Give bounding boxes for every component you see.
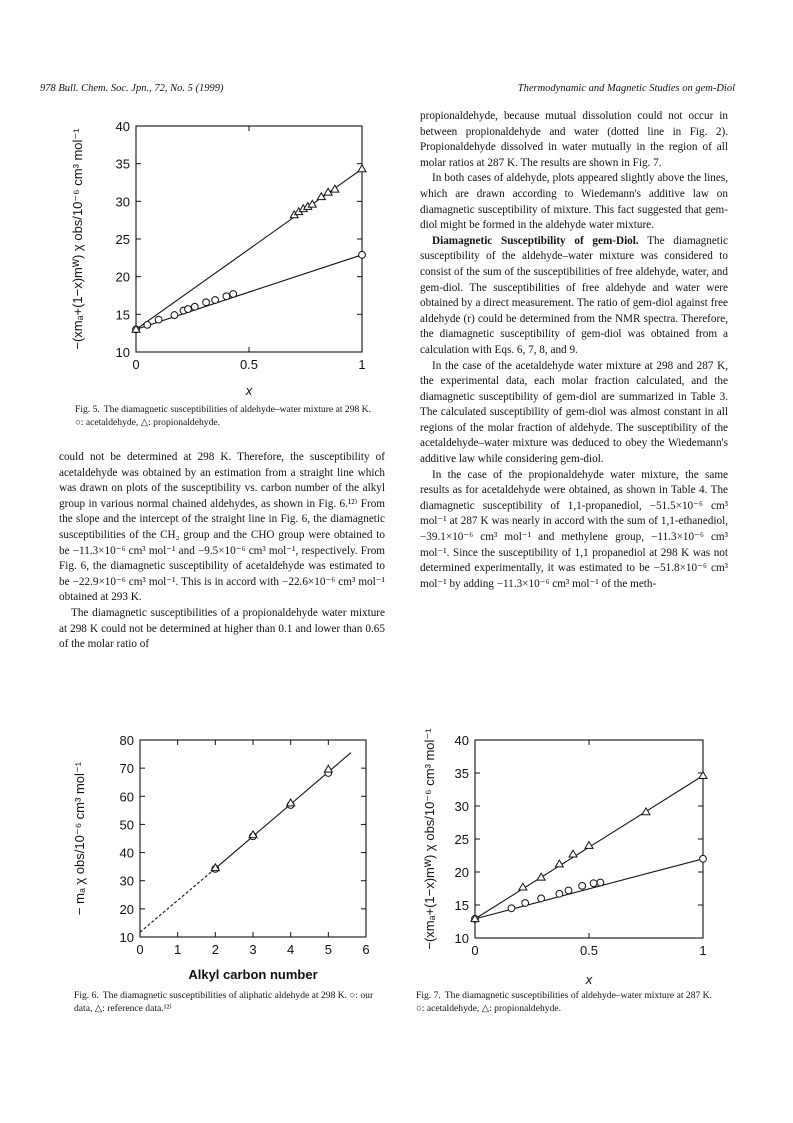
fig7-point-circle xyxy=(565,887,572,894)
fig6-caption-text: The diamagnetic susceptibilities of aliphatic aldehyde at 298 K. ○: our data, △: reference data.¹²⁾ xyxy=(74,990,374,1014)
fig7-point-circle xyxy=(700,855,707,862)
right-column-text xyxy=(420,109,728,592)
fig6-ytick-label: 40 xyxy=(119,845,134,861)
fig6-xtick-label: 0 xyxy=(136,942,144,957)
fig7-point-triangle xyxy=(569,850,577,857)
fig7-ytick-label: 15 xyxy=(454,898,469,913)
fig6-ylabel: − mₐ χ obs/10⁻⁶ cm³ mol⁻¹ xyxy=(72,761,87,916)
fig6-ytick-label: 30 xyxy=(119,873,134,889)
fig6-ytick-label: 10 xyxy=(119,930,134,945)
fig5-point-circle xyxy=(223,293,230,300)
fig7-ytick-label: 40 xyxy=(454,733,469,748)
header-journal: 978 Bull. Chem. Soc. Jpn., 72, No. 5 (1999) xyxy=(40,83,224,94)
fig6-ytick-label: 20 xyxy=(119,901,134,917)
fig5-ylabel: −(xmₐ+(1−x)mᵂ) χ obs/10⁻⁶ cm³ mol⁻¹ xyxy=(70,128,85,350)
fig5-ytick-label: 25 xyxy=(115,232,130,247)
fig7-xlabel: x xyxy=(585,972,593,987)
figure-7-chart xyxy=(418,727,738,992)
fig7-point-circle xyxy=(538,895,545,902)
fig5-point-circle xyxy=(155,316,162,323)
fig5-ytick-label: 10 xyxy=(115,345,130,360)
fig6-fit-line xyxy=(140,872,212,933)
right-paragraph-1: propionaldehyde, because mutual dissolution could not occur in between propionaldehyde and water (dotted line in Fig. 2). Propionaldehyde dissolved in water mutually in the region of all molar ratios at 287 K. The results are shown in Fig. 7. xyxy=(420,110,728,169)
fig5-point-triangle xyxy=(358,165,366,172)
fig7-point-circle xyxy=(508,905,515,912)
fig6-xtick-label: 2 xyxy=(211,942,219,957)
fig6-xtick-label: 6 xyxy=(362,942,370,957)
figure-6-caption xyxy=(74,990,384,1015)
header-title: Thermodynamic and Magnetic Studies on gem-Diol xyxy=(517,83,735,94)
fig5-xtick-label: 0.5 xyxy=(239,357,259,372)
right-paragraph-3 xyxy=(420,234,728,359)
fig6-point-triangle xyxy=(324,765,332,772)
fig5-point-circle xyxy=(230,291,237,298)
fig5-ytick-label: 15 xyxy=(115,307,130,323)
right-paragraph-2: In both cases of aldehyde, plots appeared slightly above the lines, which are drawn according to Wiedemann's additive law on diamagnetic susceptibility of mixture. This fact suggested that gem-diol might be formed in the aldehyde water mixture. xyxy=(420,172,728,232)
fig7-point-circle xyxy=(579,882,586,889)
fig7-point-circle xyxy=(522,900,529,907)
fig6-ytick-label: 70 xyxy=(119,761,134,777)
fig6-xtick-label: 4 xyxy=(287,942,295,957)
fig5-plot-area xyxy=(70,119,366,398)
fig6-ytick-label: 60 xyxy=(119,789,134,805)
fig7-ylabel: −(xmₐ+(1−x)mᵂ) χ obs/10⁻⁶ cm³ mol⁻¹ xyxy=(422,728,437,950)
fig7-xtick-label: 0.5 xyxy=(579,943,599,958)
fig7-caption-text: The diamagnetic susceptibilities of aldehyde–water mixture at 287 K. ○: acetaldehyde, △: propionaldehyde. xyxy=(416,990,713,1014)
figure-5-chart xyxy=(60,100,390,405)
fig5-point-circle xyxy=(144,321,151,328)
fig7-plot-area xyxy=(422,728,707,987)
fig5-point-triangle xyxy=(308,200,316,207)
fig5-fit-line xyxy=(136,255,362,330)
right-paragraph-3-body: The diamagnetic susceptibility of the aldehyde–water mixture was considered to consist of the sum of the susceptibilities of free aldehyde, water, and gem-diol. The susceptibilities of free aldehyde and water were obtained by a direct measurement. The ratio of gem-diol against free aldehyde (r) could be determined from the NMR spectra. Therefore, the diamagnetic susceptibility of gem-diol was obtained from a calculation with Eqs. 6, 7, 8, and 9. xyxy=(420,234,728,356)
fig5-point-circle xyxy=(203,299,210,306)
left-paragraph-1: could not be determined at 298 K. Therefore, the susceptibility of acetaldehyde was obtained by an estimation from a straight line which was drawn on plots of the susceptibility vs. carbon number of the alkyl group in various normal chained aldehydes, as shown in Fig. 6.¹²⁾ From the slope and the intercept of the straight line in Fig. 6, the diamagnetic susceptibilities of the CH₂ group and the CHO group were obtained to be −11.3×10⁻⁶ cm³ mol⁻¹ and −9.5×10⁻⁶ cm³ mol⁻¹, respectively. From Fig. 6, the diamagnetic susceptibility of acetaldehyde was estimated to be −22.9×10⁻⁶ cm³ mol⁻¹. This is in accord with −22.6×10⁻⁶ cm³ mol⁻¹ obtained at 293 K. xyxy=(59,451,385,604)
fig5-point-circle xyxy=(191,303,198,310)
fig5-xtick-label: 1 xyxy=(358,357,366,372)
fig7-ytick-label: 20 xyxy=(454,865,469,880)
fig5-point-circle xyxy=(359,251,366,258)
figure-6-chart xyxy=(60,727,390,987)
fig5-xlabel: x xyxy=(245,383,253,398)
section-heading-gem-diol: Diamagnetic Susceptibility of gem-Diol. xyxy=(432,234,639,247)
fig6-xlabel: Alkyl carbon number xyxy=(188,967,318,982)
figure-7-caption xyxy=(416,990,716,1015)
fig7-ytick-label: 35 xyxy=(454,766,469,781)
fig6-caption-number: Fig. 6. xyxy=(74,990,99,1001)
figure-5-caption xyxy=(75,404,375,429)
fig6-ytick-label: 80 xyxy=(119,733,134,748)
fig6-xtick-label: 3 xyxy=(249,942,257,957)
fig5-ytick-label: 40 xyxy=(115,119,130,134)
fig6-plot-area xyxy=(72,733,370,982)
fig7-ytick-label: 30 xyxy=(454,799,469,814)
fig5-ytick-label: 30 xyxy=(115,194,130,210)
fig5-caption-text: The diamagnetic susceptibilities of aldehyde–water mixture at 298 K. ○: acetaldehyde, △: propionaldehyde. xyxy=(75,404,372,428)
fig6-ytick-label: 50 xyxy=(119,817,134,833)
fig7-caption-number: Fig. 7. xyxy=(416,990,441,1001)
fig5-point-circle xyxy=(185,306,192,313)
fig7-point-circle xyxy=(590,880,597,887)
left-column-text xyxy=(59,450,385,653)
fig5-xtick-label: 0 xyxy=(132,357,140,372)
fig5-ytick-label: 35 xyxy=(115,156,130,172)
fig7-ytick-label: 25 xyxy=(454,832,469,847)
fig7-xtick-label: 0 xyxy=(471,943,479,958)
fig5-point-circle xyxy=(212,297,219,304)
fig7-point-circle xyxy=(597,879,604,886)
fig6-xtick-label: 1 xyxy=(174,942,182,957)
fig7-point-triangle xyxy=(642,808,650,815)
fig5-point-circle xyxy=(171,312,178,319)
right-paragraph-4: In the case of the acetaldehyde water mixture at 298 and 287 K, the experimental data, each molar fraction calculated, and the diamagnetic susceptibility of gem-diol are summarized in Table 3. The calculated susceptibility of gem-diol was almost constant in all regions of the molar fraction of aldehyde. The susceptibility of the acetaldehyde–water mixture was deduced to obey the Wiedemann's additive law while considering gem-diol. xyxy=(420,359,728,466)
fig5-caption-number: Fig. 5. xyxy=(75,404,100,415)
right-paragraph-5: In the case of the propionaldehyde water mixture, the same results as for acetaldehyde were obtained, as shown in Table 4. The diamagnetic susceptibility of 1,1-propanediol, −51.5×10⁻⁶ cm³ mol⁻¹ at 287 K was nearly in accord with the sum of 1,1-ethanediol, −39.1×10⁻⁶ cm³ mol⁻¹ and methylene group, −11.3×10⁻⁶ cm³ mol⁻¹. Since the susceptibility of 1,1 propanediol at 298 K was not determined experimentally, it was estimated to be −51.8×10⁻⁶ cm³ mol⁻¹ by adding −11.3×10⁻⁶ cm³ mol⁻¹ of the meth- xyxy=(420,468,728,590)
fig7-point-triangle xyxy=(537,873,545,880)
fig6-xtick-label: 5 xyxy=(324,942,332,957)
left-paragraph-2: The diamagnetic susceptibilities of a propionaldehyde water mixture at 298 K could not be determined at higher than 0.1 and lower than 0.65 of the molar ratio of xyxy=(59,606,385,651)
fig7-xtick-label: 1 xyxy=(699,943,707,958)
fig7-point-circle xyxy=(556,890,563,897)
fig5-ytick-label: 20 xyxy=(115,269,130,285)
fig7-ytick-label: 10 xyxy=(454,931,469,946)
